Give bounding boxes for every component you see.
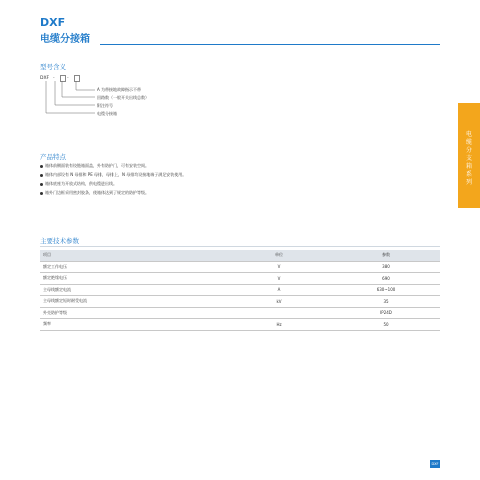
table-cell: 主母线额定短时耐受电流: [40, 296, 226, 308]
feature-item: 箱体内部设有 N 母排和 PE 母排，母排上，N 母排均设接地端子满足安装使用。: [40, 172, 186, 178]
table-cell: 630~100: [332, 284, 440, 296]
series-side-tab: [458, 103, 480, 208]
feature-item: 箱体底座为开放式结构，供电缆进出线。: [40, 181, 117, 187]
column-header: 项目: [40, 250, 226, 261]
feature-item: 箱外门边框采用密封胶条，使箱体达到了规定的防护等级。: [40, 190, 149, 196]
table-cell: 额定绝缘电压: [40, 273, 226, 285]
legend-item: 电缆分接箱: [97, 111, 117, 116]
specs-table: [40, 250, 440, 331]
table-cell: 35: [332, 296, 440, 308]
table-cell: V: [226, 273, 332, 285]
table-row: [40, 284, 440, 296]
column-header: 单位: [226, 250, 332, 261]
table-cell: IP24D: [332, 307, 440, 319]
model-code: DXF: [40, 76, 50, 81]
legend-item: 附注符号: [97, 103, 113, 108]
table-row: [40, 296, 440, 308]
specs-divider: [40, 246, 440, 247]
legend-item: A 为带接地故障指示不带: [97, 87, 142, 92]
table-cell: 频率: [40, 319, 226, 331]
column-header: 参数: [332, 250, 440, 261]
table-row: [40, 261, 440, 273]
model-dash: -: [53, 76, 55, 81]
table-cell: 380: [332, 261, 440, 273]
page-number-badge: DXF: [431, 462, 439, 466]
bullet-icon: [40, 192, 43, 195]
table-cell: 主母线额定电流: [40, 284, 226, 296]
page-title: 电缆分接箱: [40, 34, 90, 45]
table-row: [40, 319, 440, 331]
table-cell: 50: [332, 319, 440, 331]
table-cell: 额定工作电压: [40, 261, 226, 273]
table-cell: 外壳防护等级: [40, 307, 226, 319]
table-header-row: [40, 250, 440, 261]
bullet-icon: [40, 165, 43, 168]
table-cell: kV: [226, 296, 332, 308]
model-dash: -: [67, 76, 69, 81]
table-row: [40, 307, 440, 319]
series-side-tab-label: 电缆分支箱系列: [465, 131, 472, 186]
table-cell: Hz: [226, 319, 332, 331]
table-cell: [226, 307, 332, 319]
feature-item: 箱体前侧面装有铰链箱面盖，外有防护门，可有安装空间。: [40, 163, 149, 169]
specs-section-title: 主要技术参数: [40, 237, 79, 245]
features-section-title: 产品特点: [40, 153, 66, 161]
table-cell: A: [226, 284, 332, 296]
product-code: DXF: [40, 16, 66, 29]
table-row: [40, 273, 440, 285]
legend-item: 回路数（一般开关出线总数）: [97, 95, 149, 100]
model-section-title: 型号含义: [40, 63, 66, 71]
bullet-icon: [40, 183, 43, 186]
table-cell: V: [226, 261, 332, 273]
bullet-icon: [40, 174, 43, 177]
table-cell: 690: [332, 273, 440, 285]
